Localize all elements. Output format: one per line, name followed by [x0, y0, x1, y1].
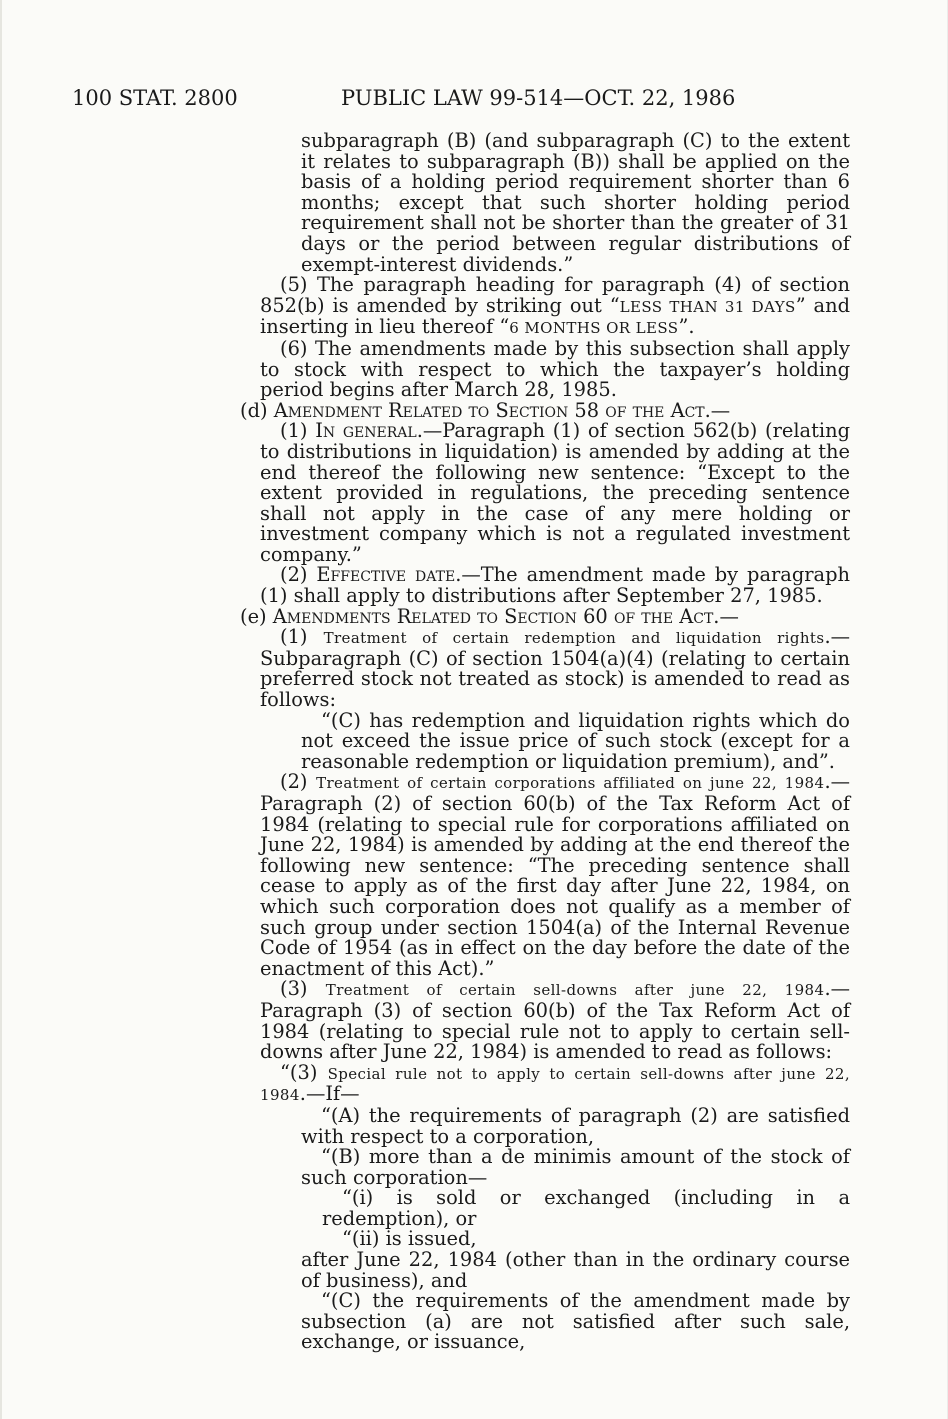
quoted-continuation: after June 22, 1984 (other than in the ordinary course of business), and	[301, 1248, 850, 1292]
quoted-item-c: “(C) the requirements of the amendment made by subsection (a) are not satisfied after such sale, exchange, or issuance,	[301, 1289, 850, 1354]
quoted-item-b: “(B) more than a de minimis amount of the stock of such corporation—	[301, 1145, 850, 1189]
quoted-clause-i: “(i) is sold or exchanged (including in a redemption), or	[322, 1186, 850, 1230]
paragraph-e-2: (2) Treatment of certain corporations affiliated on june 22, 1984.—Paragraph (2) of section 60(b) of the Tax Reform Act of 1984 (relating to special rule for corporations affiliated on June 22, 1984) is amended by adding at the end thereof the following new sentence: “The preceding sentence shall cease to apply as of the first day after June 22, 1984, on which such corporation does not qualify as a member of such group under section 1504(a) of the Internal Revenue Code of 1954 (as in effect on the day before the date of the enactment of this Act).”	[260, 770, 850, 980]
paragraph-5: (5) The paragraph heading for paragraph (4) of section 852(b) is amended by striking out “LESS THAN 31 DAYS” and inserting in lieu thereof “6 MONTHS OR LESS”.	[260, 273, 850, 339]
statute-text	[240, 129, 851, 1354]
paragraph-continuation: subparagraph (B) (and subparagraph (C) to the extent it relates to subparagraph (B)) shall be applied on the basis of a holding period requirement shorter than 6 months; except that such shorter holding period requirement shall not be shorter than the greater of 31 days or the period between regular distributions of exempt-interest dividends.”	[301, 129, 850, 276]
subsection-d-heading: (d) Amendment Related to Section 58 of the Act.—	[240, 398, 731, 422]
paragraph-6: (6) The amendments made by this subsection shall apply to stock with respect to which the taxpayer’s holding period begins after March 28, 1985.	[260, 336, 850, 402]
paragraph-e-3: (3) Treatment of certain sell-downs after june 22, 1984.—Paragraph (3) of section 60(b) of the Tax Reform Act of 1984 (relating to special rule not to apply to certain sell-downs after June 22, 1984) is amended to read as follows:	[260, 977, 850, 1064]
quoted-subparagraph-c: “(C) has redemption and liquidation rights which do not exceed the issue price of such stock (except for a reasonable redemption or liquidation premium), and”.	[301, 708, 850, 773]
quoted-paragraph-3-heading: “(3) Special rule not to apply to certain sell-downs after june 22, 1984.—If—	[260, 1060, 851, 1106]
public-law-title: PUBLIC LAW 99-514—OCT. 22, 1986	[341, 86, 736, 110]
paragraph-d-1: (1) In general.—Paragraph (1) of section 562(b) (relating to distributions in liquidation) is amended by adding at the end thereof the following new sentence: “Except to the extent provided in regulations, the preceding sentence shall not apply in the case of any mere holding or investment company which is not a regulated investment company.”	[260, 419, 850, 566]
paragraph-d-2: (2) Effective date.—The amendment made by paragraph (1) shall apply to distributions after September 27, 1985.	[260, 563, 850, 608]
quoted-item-a: “(A) the requirements of paragraph (2) are satisfied with respect to a corporation,	[301, 1103, 850, 1148]
quoted-clause-ii: “(ii) is issued,	[342, 1227, 477, 1251]
paragraph-e-1: (1) Treatment of certain redemption and liquidation rights.—Subparagraph (C) of section 1504(a)(4) (relating to certain preferred stock not treated as stock) is amended to read as follows:	[260, 625, 850, 712]
statute-citation: 100 STAT. 2800	[72, 86, 238, 110]
subsection-e-heading: (e) Amendments Related to Section 60 of the Act.—	[240, 604, 739, 628]
page-header	[72, 84, 872, 112]
